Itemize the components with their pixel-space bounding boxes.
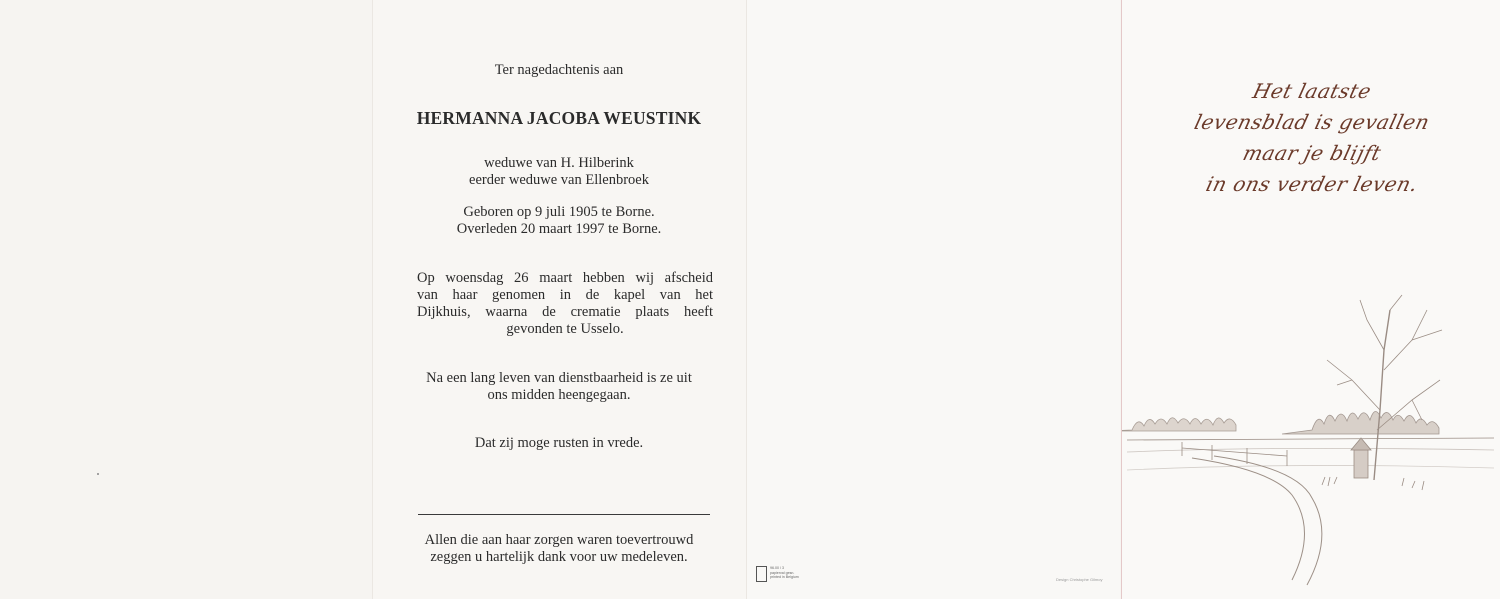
widow-line: eerder weduwe van Ellenbroek: [469, 172, 649, 188]
thanks-paragraph: [372, 532, 746, 566]
printer-code-line: 96.00 / 3: [770, 566, 784, 570]
birth-line: Geboren op 9 juli 1905 te Borne.: [463, 204, 655, 220]
blank-inner-panel: [746, 0, 1120, 599]
poem-line: in ons verder leven.: [1203, 172, 1421, 196]
farewell-line: Dijkhuis, waarna de crematie plaats heeft: [417, 304, 713, 320]
service-line: Na een lang leven van dienstbaarheid is ze uit: [426, 370, 692, 386]
text-panel: [372, 0, 746, 599]
landscape-sketch-icon: [1122, 290, 1500, 590]
fold-line: [746, 0, 747, 599]
rest-in-peace: Dat zij moge rusten in vrede.: [474, 435, 644, 451]
printer-code: [770, 566, 799, 580]
farewell-line: gevonden te Usselo.: [506, 321, 624, 337]
life-dates: [372, 204, 746, 238]
back-panel: [0, 0, 372, 599]
poem-line: maar je blijft: [1240, 141, 1384, 165]
service-line: ons midden heengegaan.: [487, 387, 631, 403]
design-credit: Design Christophe Gilmoy: [1056, 577, 1103, 582]
poem: [1162, 76, 1462, 200]
farewell-paragraph: [417, 270, 713, 338]
memorial-heading: Ter nagedachtenis aan: [494, 62, 624, 78]
widow-line: weduwe van H. Hilberink: [484, 155, 634, 171]
deceased-name: HERMANNA JACOBA WEUSTINK: [416, 108, 702, 128]
cover-panel: [1122, 0, 1500, 599]
divider-line: [418, 514, 710, 515]
printer-code-line: printed in Belgium: [770, 575, 799, 580]
farewell-line: Op woensdag 26 maart hebben wij afscheid: [417, 270, 713, 286]
printer-logo-icon: [756, 566, 767, 582]
paper-speck: [97, 473, 99, 475]
widow-info: [372, 155, 746, 189]
poem-line: Het laatste: [1250, 79, 1374, 103]
poem-line: levensblad is gevallen: [1192, 110, 1433, 134]
printer-code-line: papierval gesn.: [770, 570, 795, 575]
thanks-line: Allen die aan haar zorgen waren toevertrouwd: [424, 532, 694, 548]
farewell-line: van haar genomen in de kapel van het: [417, 287, 713, 303]
death-line: Overleden 20 maart 1997 te Borne.: [456, 221, 662, 237]
service-paragraph: [372, 370, 746, 404]
fold-line: [372, 0, 373, 599]
thanks-line: zeggen u hartelijk dank voor uw medeleven.: [430, 549, 688, 565]
